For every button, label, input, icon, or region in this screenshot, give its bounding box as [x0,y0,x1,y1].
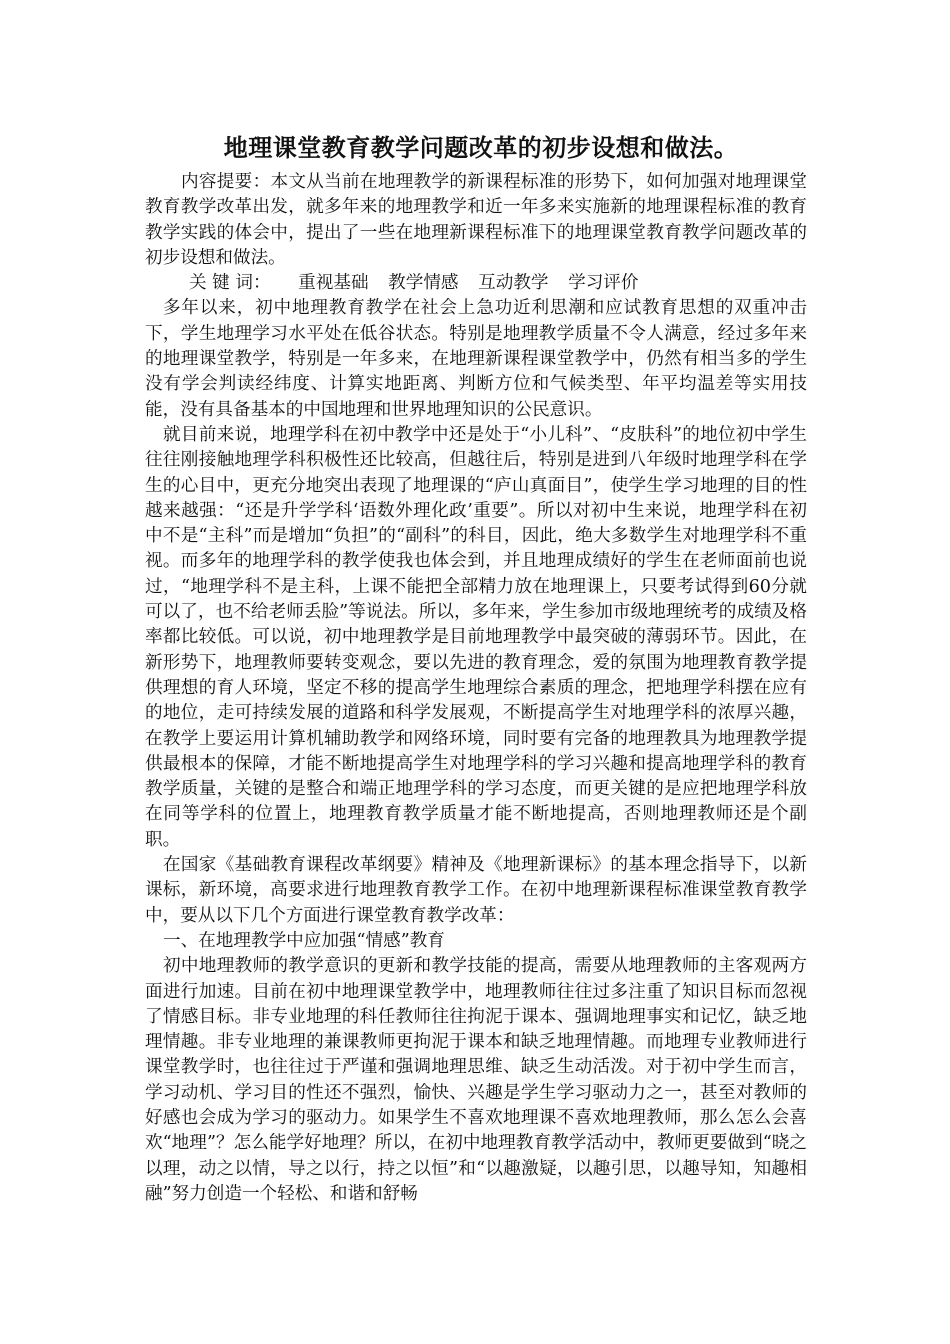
section-heading: 一、在地理教学中应加强“情感”教育 [163,930,445,951]
keyword-item: 重视基础 [298,273,369,294]
body-paragraph-2: 就目前来说，地理学科在初中教学中还是处于“小儿科”、“皮肤科”的地位初中学生往往刚接触地理学科积极性还比较高，但越往后，特别是进到八年级时地理学科在学生的心目中，更充分地突出表现了地理课的“庐山真面目”，使学生学习地理的目的性越来越强：“还是升学学科‘语数外理化政’重要”。所以对初中生来说，地理学科在初中不是“主科”而是增加“负担”的“副科”的科目，因此，绝大多数学生对地理学科不重视。而多年的地理学科的教学使我也体会到，并且地理成绩好的学生在老师面前也说过，“地理学科不是主科，上课不能把全部精力放在地理课上，只要考试得到60分就可以了，也不给老师丢脸”等说法。所以，多年来，学生参加市级地理统考的成绩及格率都比较低。可以说，初中地理教学是目前地理教学中最突破的薄弱环节。因此，在新形势下，地理教师要转变观念，要以先进的教育理念，爱的氛围为地理教育教学提供理想的育人环境，坚定不移的提高学生地理综合素质的理念，把地理学科摆在应有的地位，走可持续发展的道路和科学发展观，不断提高学生对地理学科的浓厚兴趣，在教学上要运用计算机辅助教学和网络环境，同时要有完备的地理教具为地理教学提供最根本的保障，才能不断地提高学生对地理学科的学习兴趣和提高地理学科的教育教学质量，关键的是整合和端正地理学科的学习态度，而更关键的是应把地理学科放在同等学科的位置上，地理教育教学质量才能不断地提高，否则地理教师还是个副职。 [145,424,807,850]
document-title: 地理课堂教育教学问题改革的初步设想和做法。 [223,133,739,162]
keyword-item: 互动教学 [478,273,549,294]
keywords-line [145,271,807,296]
document-page [145,128,807,1207]
keywords-label: 关 键 词： [189,273,271,294]
abstract-paragraph: 内容提要：本文从当前在地理教学的新课程标准的形势下，如何加强对地理课堂教育教学改革出发，就多年来的地理教学和近一年多来实施新的地理课程标准的教育教学实践的体会中，提出了一些在地理新课程标准下的地理课堂教育教学问题改革的初步设想和做法。 [145,172,807,268]
keyword-item: 学习评价 [568,273,639,294]
keyword-item: 教学情感 [388,273,459,294]
body-paragraph-3: 在国家《基础教育课程改革纲要》精神及《地理新课标》的基本理念指导下，以新课标，新环境，高要求进行地理教育教学工作。在初中地理新课程标准课堂教育教学中，要从以下几个方面进行课堂教育教学改革： [145,855,807,926]
section-paragraph: 初中地理教师的教学意识的更新和教学技能的提高，需要从地理教师的主客观两方面进行加速。目前在初中地理课堂教学中，地理教师往往过多注重了知识目标而忽视了情感目标。非专业地理的科任教师往往拘泥于课本、强调地理事实和记忆，缺乏地理情趣。非专业地理的兼课教师更拘泥于课本和缺乏地理情趣。而地理专业教师进行课堂教学时，也往往过于严谨和强调地理思维、缺乏生动活泼。对于初中学生而言，学习动机、学习目的性还不强烈，愉快、兴趣是学生学习驱动力之一，甚至对教师的好感也会成为学习的驱动力。如果学生不喜欢地理课不喜欢地理教师，那么怎么会喜欢“地理”？怎么能学好地理？所以，在初中地理教育教学活动中，教师更要做到“晓之以理，动之以情，导之以行，持之以恒”和“以趣激疑，以趣引思，以趣导知，知趣相融”努力创造一个轻松、和谐和舒畅 [145,956,807,1204]
body-paragraph-1: 多年以来，初中地理教育教学在社会上急功近利思潮和应试教育思想的双重冲击下，学生地理学习水平处在低谷状态。特别是地理教学质量不令人满意，经过多年来的地理课堂教学，特别是一年多来，在地理新课程课堂教学中，仍然有相当多的学生没有学会判读经纬度、计算实地距离、判断方位和气候类型、年平均温差等实用技能，没有具备基本的中国地理和世界地理知识的公民意识。 [145,298,807,420]
